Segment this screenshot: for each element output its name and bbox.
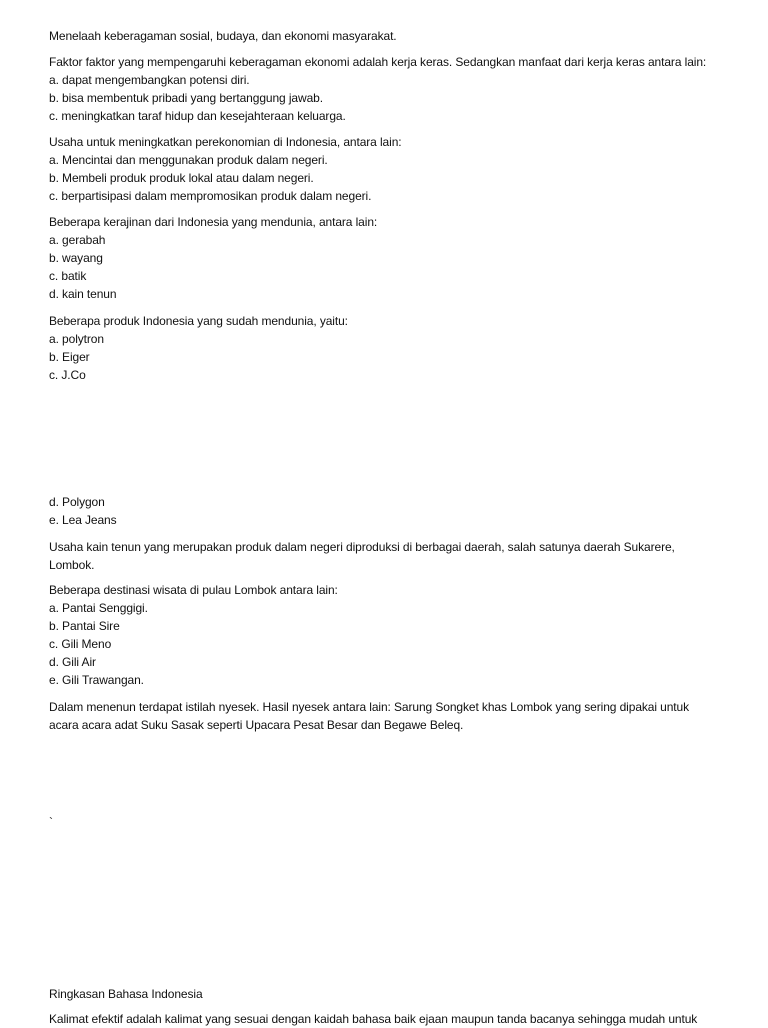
list-item: b. bisa membentuk pribadi yang bertanggung jawab. [49, 91, 323, 105]
section-ringkasan-title: Ringkasan Bahasa Indonesia [49, 987, 203, 1001]
section-nyesek-line: acara acara adat Suku Sasak seperti Upacara Pesat Besar dan Begawe Beleq. [49, 718, 464, 732]
list-item: d. Polygon [49, 495, 105, 509]
list-item: a. dapat mengembangkan potensi diri. [49, 73, 250, 87]
section-tenun-line: Usaha kain tenun yang merupakan produk dalam negeri diproduksi di berbagai daerah, salah satunya daerah Sukarere, [49, 540, 675, 554]
section-wisata-intro: Beberapa destinasi wisata di pulau Lombok antara lain: [49, 583, 338, 597]
list-item: d. kain tenun [49, 287, 117, 301]
section-produk-intro: Beberapa produk Indonesia yang sudah mendunia, yaitu: [49, 314, 348, 328]
list-item: c. batik [49, 269, 87, 283]
list-item: c. J.Co [49, 368, 86, 382]
document-heading [49, 27, 739, 45]
section-wisata [49, 581, 739, 689]
section-produk [49, 312, 739, 384]
section-usaha [49, 133, 739, 205]
section-kerajinan-intro: Beberapa kerajinan dari Indonesia yang mendunia, antara lain: [49, 215, 378, 229]
section-ringkasan-line: Kalimat efektif adalah kalimat yang sesuai dengan kaidah bahasa baik ejaan maupun tanda bacanya sehingga mudah untuk [49, 1012, 698, 1026]
list-item: b. wayang [49, 251, 103, 265]
section-tenun [49, 538, 739, 574]
list-item: b. Membeli produk produk lokal atau dalam negeri. [49, 171, 314, 185]
section-usaha-intro: Usaha untuk meningkatkan perekonomian di Indonesia, antara lain: [49, 135, 402, 149]
section-ringkasan [49, 985, 739, 1003]
list-item: b. Eiger [49, 350, 90, 364]
section-kerajinan [49, 213, 739, 303]
stray-mark-text: ` [49, 815, 53, 829]
heading-text: Menelaah keberagaman sosial, budaya, dan ekonomi masyarakat. [49, 29, 397, 43]
list-item: e. Lea Jeans [49, 513, 117, 527]
section-nyesek-line: Dalam menenun terdapat istilah nyesek. Hasil nyesek antara lain: Sarung Songket khas Lombok yang sering dipakai untuk [49, 700, 690, 714]
list-item: b. Pantai Sire [49, 619, 120, 633]
section-produk-continued [49, 493, 739, 529]
list-item: a. polytron [49, 332, 104, 346]
section-tenun-line: Lombok. [49, 558, 95, 572]
section-faktor-intro: Faktor faktor yang mempengaruhi keberagaman ekonomi adalah kerja keras. Sedangkan manfaat dari kerja keras antara lain: [49, 55, 707, 69]
section-ringkasan-body [49, 1010, 739, 1028]
stray-mark [49, 813, 739, 831]
list-item: c. berpartisipasi dalam mempromosikan produk dalam negeri. [49, 189, 372, 203]
section-nyesek [49, 698, 739, 734]
list-item: c. Gili Meno [49, 637, 112, 651]
section-faktor [49, 53, 739, 125]
list-item: c. meningkatkan taraf hidup dan kesejahteraan keluarga. [49, 109, 346, 123]
list-item: d. Gili Air [49, 655, 96, 669]
list-item: a. Mencintai dan menggunakan produk dalam negeri. [49, 153, 328, 167]
list-item: e. Gili Trawangan. [49, 673, 144, 687]
list-item: a. gerabah [49, 233, 106, 247]
list-item: a. Pantai Senggigi. [49, 601, 148, 615]
